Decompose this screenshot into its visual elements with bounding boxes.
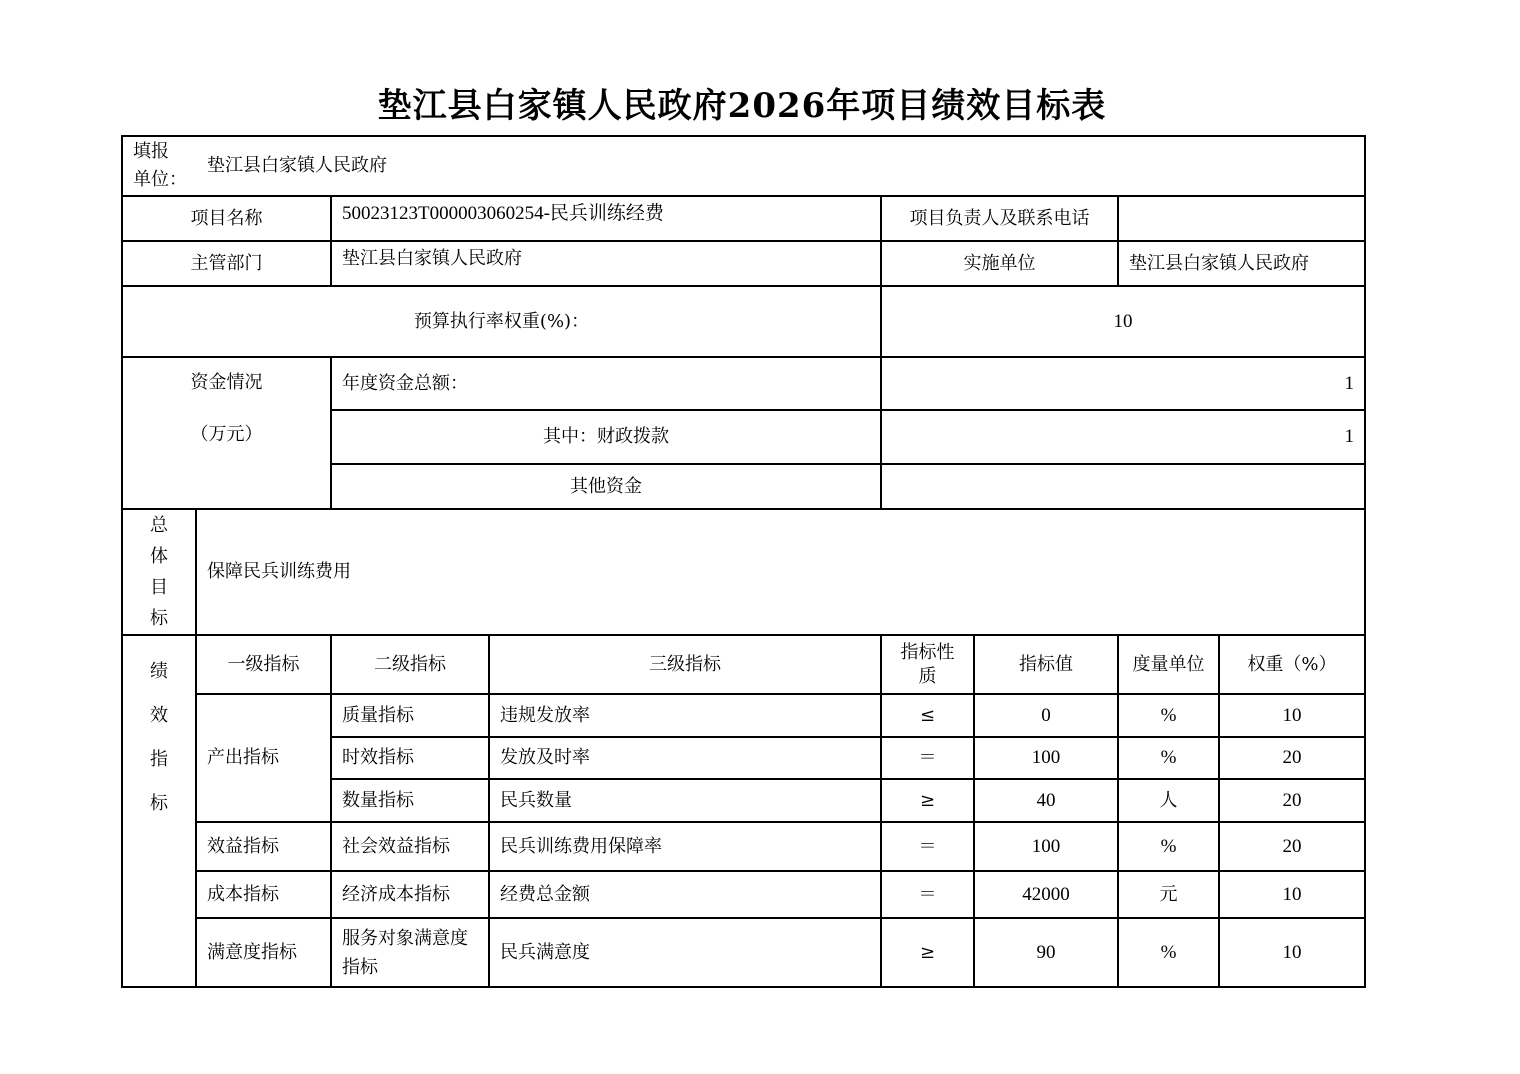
fill-unit-cell (122, 136, 1365, 196)
project-name-label: 项目名称 (122, 196, 331, 241)
goal-row (122, 509, 1365, 635)
other-funds-value (881, 464, 1365, 509)
funds-label (122, 357, 331, 509)
value-cell: 42000 (974, 871, 1118, 918)
level3-cell: 发放及时率 (489, 737, 881, 779)
level2-cell: 社会效益指标 (331, 822, 489, 871)
level2-text: 服务对象满意度指标 (342, 927, 468, 978)
department-row (122, 241, 1365, 286)
perf-label (122, 635, 196, 987)
unit-cell: % (1118, 822, 1219, 871)
department-label: 主管部门 (122, 241, 331, 286)
contact-label: 项目负责人及联系电话 (881, 196, 1118, 241)
project-name-value (331, 196, 881, 241)
nature-cell: ＝ (881, 871, 974, 918)
nature-cell: ≥ (881, 918, 974, 987)
weight-cell: 20 (1219, 779, 1365, 822)
department-value: 垫江县白家镇人民政府 (331, 241, 881, 286)
level1-cell: 产出指标 (196, 694, 331, 822)
header-nature: 指标性 质 (881, 635, 974, 694)
table-row (122, 822, 1365, 871)
project-name-text: 50023123T000003060254-民兵训练经费 (342, 203, 664, 224)
header-unit: 度量单位 (1118, 635, 1219, 694)
level2-cell: 数量指标 (331, 779, 489, 822)
weight-cell: 20 (1219, 737, 1365, 779)
unit-cell: 人 (1118, 779, 1219, 822)
weight-cell: 20 (1219, 822, 1365, 871)
level2-cell: 经济成本指标 (331, 871, 489, 918)
level3-cell: 民兵数量 (489, 779, 881, 822)
fill-unit-label-2: 单位： (133, 169, 187, 190)
nature-cell: ＝ (881, 737, 974, 779)
level2-cell: 质量指标 (331, 694, 489, 737)
implementer-label: 实施单位 (881, 241, 1118, 286)
level2-cell (331, 918, 489, 987)
fill-unit-label-1: 填报 (133, 141, 169, 162)
weight-cell: 10 (1219, 918, 1365, 987)
level2-cell: 时效指标 (331, 737, 489, 779)
goal-label (122, 509, 196, 635)
funds-label-1: 资金情况 (190, 372, 263, 393)
weight-cell: 10 (1219, 871, 1365, 918)
value-cell: 100 (974, 822, 1118, 871)
header-level3: 三级指标 (489, 635, 881, 694)
table-row (122, 871, 1365, 918)
contact-value (1118, 196, 1365, 241)
value-cell: 90 (974, 918, 1118, 987)
value-cell: 40 (974, 779, 1118, 822)
project-name-row (122, 196, 1365, 241)
header-weight: 权重（%） (1219, 635, 1365, 694)
header-level2: 二级指标 (331, 635, 489, 694)
header-level1: 一级指标 (196, 635, 331, 694)
nature-cell: ≥ (881, 779, 974, 822)
unit-cell: % (1118, 737, 1219, 779)
unit-cell: 元 (1118, 871, 1219, 918)
level3-cell: 民兵训练费用保障率 (489, 822, 881, 871)
perf-label-text: 绩 效 指 标 (150, 661, 168, 814)
funds-label-2: （万元） (190, 424, 263, 445)
nature-cell: ＝ (881, 822, 974, 871)
budget-weight-value: 10 (881, 286, 1365, 357)
fill-unit-value: 垫江县白家镇人民政府 (207, 155, 387, 176)
table-row (122, 918, 1365, 987)
fiscal-value: 1 (881, 410, 1365, 464)
annual-total-value: 1 (881, 357, 1365, 410)
weight-cell: 10 (1219, 694, 1365, 737)
other-funds-label: 其他资金 (331, 464, 881, 509)
header-value: 指标值 (974, 635, 1118, 694)
fill-unit-row (122, 136, 1365, 196)
level3-cell: 违规发放率 (489, 694, 881, 737)
implementer-value: 垫江县白家镇人民政府 (1118, 241, 1365, 286)
level1-cell: 满意度指标 (196, 918, 331, 987)
unit-cell: % (1118, 694, 1219, 737)
fiscal-label: 其中：财政拨款 (331, 410, 881, 464)
level3-cell: 经费总金额 (489, 871, 881, 918)
table-row (122, 694, 1365, 737)
budget-weight-row (122, 286, 1365, 357)
page-title: 垫江县白家镇人民政府2026年项目绩效目标表 (377, 86, 1107, 126)
indicator-header-row (122, 635, 1365, 694)
annual-total-label: 年度资金总额： (331, 357, 881, 410)
goal-label-text: 总 体 目 标 (150, 515, 168, 629)
budget-weight-label: 预算执行率权重(%)： (122, 286, 881, 357)
level1-cell: 成本指标 (196, 871, 331, 918)
unit-cell: % (1118, 918, 1219, 987)
nature-cell: ≤ (881, 694, 974, 737)
goal-value: 保障民兵训练费用 (196, 509, 1365, 635)
funds-total-row (122, 357, 1365, 410)
level1-cell: 效益指标 (196, 822, 331, 871)
value-cell: 0 (974, 694, 1118, 737)
level3-cell: 民兵满意度 (489, 918, 881, 987)
value-cell: 100 (974, 737, 1118, 779)
performance-table (121, 135, 1366, 988)
